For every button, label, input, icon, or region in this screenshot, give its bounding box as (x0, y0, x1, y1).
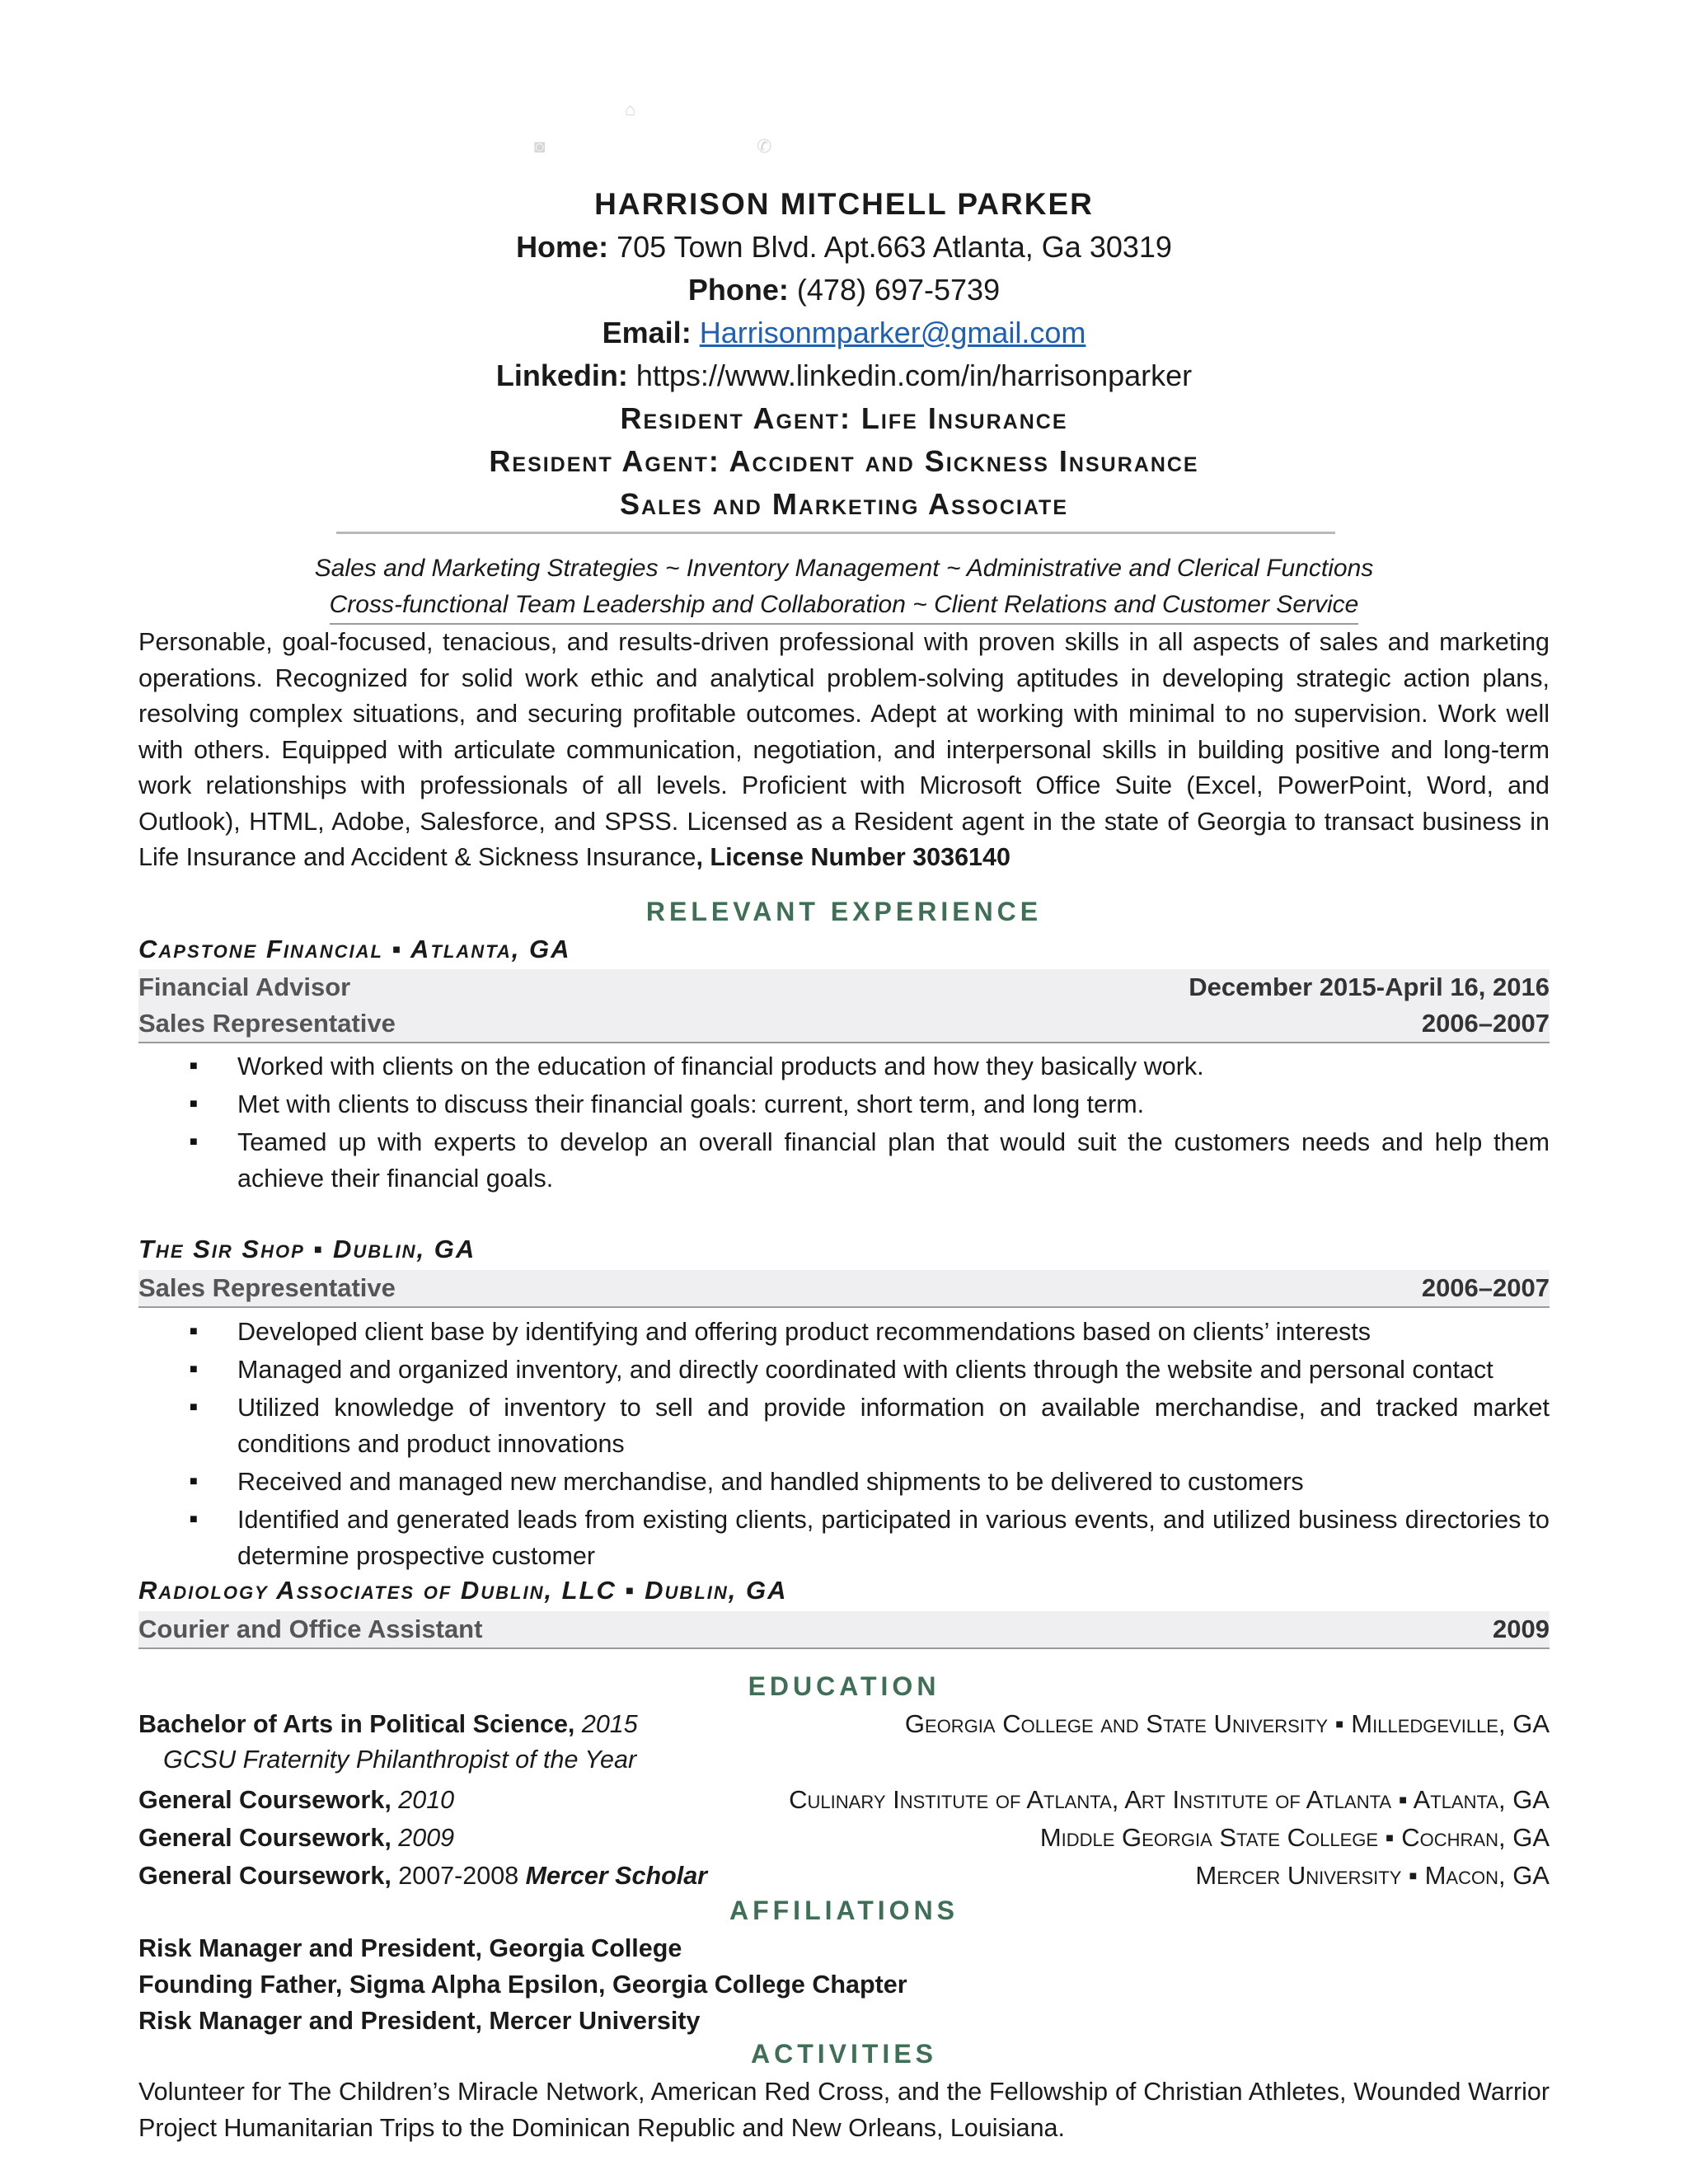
list-item: ■ Developed client base by identifying and offering product recommendations based on clients’ interests (237, 1314, 1550, 1350)
car-icon: ◙ (534, 136, 546, 157)
degree: General Coursework, (138, 1824, 392, 1852)
home-address: Home: 705 Town Blvd. Apt.663 Atlanta, Ga 30319 (516, 230, 1172, 264)
school: Culinary Institute of Atlanta, Art Institute of Atlanta ▪ Atlanta, GA (789, 1785, 1550, 1814)
job-role-row (138, 1270, 1550, 1308)
school: Georgia College and State University ▪ Milledgeville, GA (904, 1709, 1550, 1738)
list-item: ■ Worked with clients on the education of financial products and how they basically work. (237, 1048, 1550, 1085)
job-role-row (138, 1611, 1550, 1649)
professional-title: Resident Agent: Accident and Sickness Insurance (489, 444, 1199, 478)
linkedin: Linkedin: https://www.linkedin.com/in/harrisonparker (495, 359, 1193, 392)
degree-year: 2010 (398, 1786, 455, 1814)
degree: General Coursework, (138, 1786, 392, 1814)
affiliation-item: Founding Father, Sigma Alpha Epsilon, Georgia College Chapter (138, 1971, 907, 1999)
license-number: , License Number 3036140 (696, 843, 1010, 871)
job-dates: 2006–2007 (1421, 1273, 1550, 1302)
job-title: Sales Representative (138, 1009, 396, 1038)
candidate-name: HARRISON MITCHELL PARKER (594, 187, 1094, 221)
company-name: Capstone Financial ▪ Atlanta, GA (138, 935, 571, 963)
job-bullets (237, 1048, 1550, 1198)
company-name: The Sir Shop ▪ Dublin, GA (138, 1235, 476, 1263)
job-title: Financial Advisor (138, 972, 351, 1001)
professional-title: Sales and Marketing Associate (620, 487, 1068, 521)
degree-year: 2007-2008 (398, 1862, 519, 1890)
job-dates: 2006–2007 (1421, 1009, 1550, 1038)
home-icon: ⌂ (625, 99, 636, 120)
education-heading: EDUCATION (748, 1671, 940, 1701)
activities-heading: ACTIVITIES (750, 2039, 937, 2069)
school: Middle Georgia State College ▪ Cochran, GA (1039, 1823, 1550, 1852)
list-item: ■ Met with clients to discuss their financial goals: current, short term, and long term. (237, 1086, 1550, 1122)
job-dates: 2009 (1493, 1615, 1550, 1643)
honor-note: Mercer Scholar (525, 1862, 708, 1890)
skills-line: Cross-functional Team Leadership and Collaboration ~ Client Relations and Customer Service (330, 587, 1359, 625)
affiliations-heading: AFFILIATIONS (729, 1896, 959, 1925)
degree-year: 2009 (398, 1824, 455, 1852)
list-item: ■ Identified and generated leads from existing clients, participated in various events, and utilized business directories to determine prospective customer (237, 1502, 1550, 1574)
professional-summary: Personable, goal-focused, tenacious, and results-driven professional with proven skills in all aspects of sales and marketing operations. Recognized for solid work ethic and analytical problem-solving aptitudes in developing strategic action plans, resolving complex situations, and securing profitable outcomes. Adept at working with minimal to no supervision. Work well with others. Equipped with articulate communication, negotiation, and interpersonal skills in building positive and long-term work relationships with professionals of all levels. Proficient with Microsoft Office Suite (Excel, PowerPoint, Word, and Outlook), HTML, Adobe, Salesforce, and SPSS. Licensed as a Resident agent in the state of Georgia to transact business in Life Insurance and Accident & Sickness Insurance, License Number 3036140 (138, 628, 1550, 871)
email-link[interactable]: Harrisonmparker@gmail.com (699, 316, 1086, 349)
degree: General Coursework, (138, 1862, 392, 1890)
resume-header (138, 183, 1550, 526)
activities-text: Volunteer for The Children’s Miracle Network, American Red Cross, and the Fellowship of Christian Athletes, Wounded Warrior Project Humanitarian Trips to the Dominican Republic and New Orleans, Louisiana. (138, 2078, 1550, 2142)
job-bullets (237, 1314, 1550, 1576)
job-title: Courier and Office Assistant (138, 1615, 483, 1643)
degree-year: 2015 (581, 1710, 638, 1738)
faint-contact-icons (534, 91, 798, 173)
school: Mercer University ▪ Macon, GA (1195, 1861, 1550, 1890)
list-item: ■ Managed and organized inventory, and directly coordinated with clients through the website and personal contact (237, 1352, 1550, 1388)
email: Email: Harrisonmparker@gmail.com (602, 316, 1086, 349)
job-role-row (138, 1005, 1550, 1043)
list-item: ■ Utilized knowledge of inventory to sell and provide information on available merchandise, and tracked market conditions and product innovations (237, 1390, 1550, 1462)
honor: GCSU Fraternity Philanthropist of the Year (163, 1746, 637, 1774)
core-skills (138, 551, 1550, 625)
header-divider (336, 532, 1335, 534)
experience-heading: RELEVANT EXPERIENCE (645, 897, 1043, 926)
phone-icon: ✆ (757, 136, 772, 157)
degree: Bachelor of Arts in Political Science, (138, 1710, 575, 1738)
company-name: Radiology Associates of Dublin, LLC ▪ Dublin, GA (138, 1576, 788, 1605)
job-title: Sales Representative (138, 1273, 396, 1302)
affiliation-item: Risk Manager and President, Mercer University (138, 2007, 701, 2035)
list-item: ■ Teamed up with experts to develop an overall financial plan that would suit the customers needs and help them achieve their financial goals. (237, 1124, 1550, 1197)
phone: Phone: (478) 697-5739 (687, 273, 1001, 307)
job-dates: December 2015-April 16, 2016 (1189, 972, 1550, 1001)
skills-line: Sales and Marketing Strategies ~ Inventory Management ~ Administrative and Clerical Functions (314, 555, 1374, 582)
affiliation-item: Risk Manager and President, Georgia College (138, 1934, 682, 1962)
professional-title: Resident Agent: Life Insurance (620, 401, 1068, 435)
job-role-row (138, 969, 1550, 1005)
list-item: ■ Received and managed new merchandise, and handled shipments to be delivered to customers (237, 1464, 1550, 1500)
